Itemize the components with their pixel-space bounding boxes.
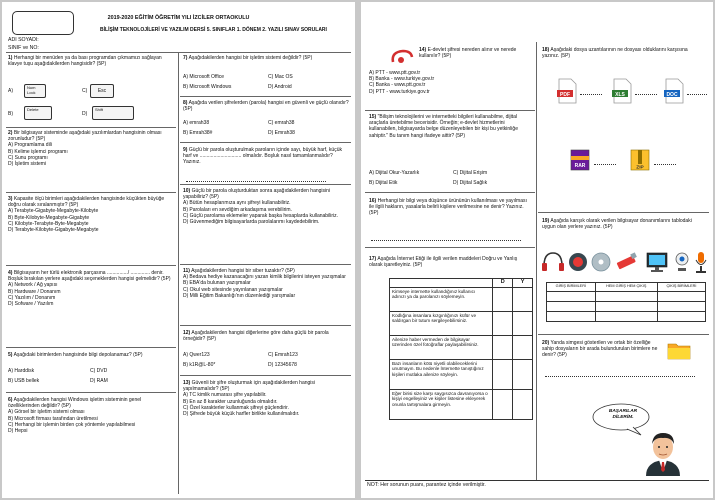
separator <box>6 192 176 193</box>
separator <box>180 184 351 185</box>
question-12: 12) Aşağıdakilerden hangisi diğerlerine göre daha güçlü bir parola örneğidir? (5P) <box>183 330 329 343</box>
input-output-header: HEM GİRİŞ HEM ÇIKIŞ <box>595 283 657 292</box>
q13-opt-a[interactable]: A) TC kimlik numarası şifre yapılabilir. <box>183 392 267 399</box>
doc-file-icon <box>663 78 685 104</box>
separator <box>365 192 535 193</box>
q12-opt-a[interactable]: A) Qwer123 <box>183 352 210 358</box>
answer-cell[interactable] <box>657 291 705 301</box>
q12-opt-d[interactable]: D) 12345678 <box>268 362 297 368</box>
speaker-icon <box>569 253 587 271</box>
q15-opt-d[interactable]: D) Dijital Sağlık <box>453 180 488 186</box>
webcam-icon <box>676 253 688 271</box>
q8-opt-b[interactable]: B) Emrah38# <box>183 130 213 136</box>
true-cell[interactable] <box>493 389 513 419</box>
question-4: 4) Bilgisayarın her türlü elektronik parçasına .............../ .............. denir. Boşluk bırakılan yerlere aşağıdaki seçeneklerden hangisi gelmelidir? (5P) A) Network / Ağ yapısı B) Hardware / Donanım C) Yazılım / Donanım D) Sofware / Yazılım <box>8 270 171 308</box>
question-3: 3) Kapasite ölçü birimleri aşağıdakilerden hangisinde küçükten büyüğe doğru olarak sıralanmıştır? (5P) A) Terabyte-Gigabyte-Megabyte-Kilobyte B) Byte-Kilobyte-Megabyte-Gigabyte C) Kilobyte-Terabyte-Byte-Megabyte D) Terabyte-Kilobyte-Gigabyte-Megabyte <box>8 196 172 233</box>
q1-opt-c[interactable]: C) <box>82 88 88 94</box>
true-cell[interactable] <box>493 359 513 389</box>
xls-file-icon <box>611 78 633 104</box>
question-10-text: Güçlü bir parola oluşturduktan sonra aşağıdakilerden hangisini yapabiliriz? (5P) <box>183 188 331 201</box>
doc-answer-field[interactable] <box>687 94 707 95</box>
q20-answer-field[interactable] <box>545 376 695 377</box>
statement-cell: Kodlığına insanlara kızgınlığınızı küfür ve saldırgan bir tutum sergileyebilirsiniz. <box>390 311 493 335</box>
separator <box>538 334 709 335</box>
question-16: 16) Herhangi bir bilgi veya düşünce ürününün kullanılması ve yayılması ile ilgili hakların, yasalarla belirli kişilere verilmesine ne denir? Yazınız. (5P) <box>369 198 527 217</box>
table-row <box>390 335 533 359</box>
shift-key-icon: Shift <box>92 106 134 120</box>
question-13-text: Güvenli bir şifre oluşturmak için aşağıdakilerden hangisi yapılmamalıdır? (5P) <box>183 380 316 393</box>
question-2: 2) Bir bilgisayar sisteminde aşağıdaki yazılımlardan hangisinin olması zorunludur? (5P) A) Programlama dili B) Kelime işlemci programı C) Sunu programı D) İşletim sistemi <box>8 130 172 167</box>
hardware-table <box>546 282 706 322</box>
rar-label: RAR <box>574 163 586 169</box>
question-18-text: Aşağıdaki dosya uzantılarının ne dosyası olduklarını karşısına yazınız. (5P) <box>542 47 688 60</box>
q4-opt-a[interactable]: A) Network / Ağ yapısı <box>8 282 58 289</box>
question-5-text: Aşağıdaki birimlerden hangisinde bilgi depolanamaz? (5P) <box>13 352 143 358</box>
table-row <box>547 311 706 321</box>
q1-opt-b[interactable]: B) <box>8 111 13 117</box>
pdf-file-icon <box>556 78 578 104</box>
q3-opt-c[interactable]: C) Kilobyte-Terabyte-Byte-Megabyte <box>8 220 89 227</box>
exam-page-1 <box>2 2 355 498</box>
q3-opt-a[interactable]: A) Terabyte-Gigabyte-Megabyte-Kilobyte <box>8 208 99 215</box>
q8-opt-c[interactable]: C) emrah38 <box>268 120 295 126</box>
q7-opt-a[interactable]: A) Microsoft Office <box>183 74 225 80</box>
question-5: 5) Aşağıdaki birimlerden hangisinde bilgi depolanamaz? (5P) <box>8 352 143 358</box>
microphone-icon <box>696 252 706 273</box>
question-8: 8) Aşağıda verilen şifrelerden (parola) hangisi en güvenli ve güçlü olanıdır? (5P) <box>183 100 349 113</box>
separator <box>365 247 535 248</box>
answer-cell[interactable] <box>657 301 705 311</box>
monitor-icon <box>647 253 667 272</box>
usb-flash-icon <box>617 252 637 269</box>
true-cell[interactable] <box>493 335 513 359</box>
q10-opt-b[interactable]: B) Parolaları en sevdiğim arkadaşıma verebilirim. <box>183 206 292 213</box>
pdf-label: PDF <box>560 91 570 98</box>
q6-opt-c[interactable]: C) Herhangi bir işlemin birden çok yöntemle yapılabilmesi <box>8 421 136 428</box>
separator <box>180 96 351 97</box>
q5-opt-b[interactable]: B) USB bellek <box>8 378 40 384</box>
folder-icon <box>667 340 691 360</box>
q14-opt-a[interactable]: A) PTT - www.ptt.gov.tr <box>369 70 421 76</box>
answer-cell[interactable] <box>595 311 657 321</box>
question-6-text: Aşağıdakilerden hangisi Windows işletim sisteminin genel özelliklerinden değildir? (5P) <box>8 397 142 410</box>
statement-cell: Eğer birisi size karşı saygısızca davranıyorsa o kişiyi engelleyiniz ve kişiler listesine ekleyerek onunla tartışmalara girmeyin. <box>390 389 493 419</box>
q2-opt-b[interactable]: B) Kelime işlemci programı <box>8 148 68 155</box>
question-9-text: Güçlü bir parola oluşturulmak paroların içinde sayı, büyük harf, küçük harf ve .............................. olmalıdır. Boşluk nasıl tamamlanmalıdır? Yazınız. <box>183 147 342 166</box>
answer-cell[interactable] <box>547 291 596 301</box>
separator <box>180 325 351 326</box>
separator <box>180 375 351 376</box>
teacher-avatar-icon <box>643 428 683 476</box>
footer-note: NOT: Her sorunun puanı, parantez içinde verilmiştir. <box>367 482 486 488</box>
question-13: 13) Güvenli bir şifre oluşturmak için aşağıdakilerden hangisi yapılmamalıdır? (5P) A) TC kimlik numarası şifre yapılabilir. B) En az 8 karakter uzunluğunda olmalıdır. C) Özel karakterler kullanmak şifreyi güçlendirir. D) Şifrede büyük küçük harfler birlikte kullanılmalıdır. <box>183 380 349 417</box>
output-units-header: ÇIKIŞ BİRİMLERİ <box>657 283 705 292</box>
true-header: D <box>493 279 513 288</box>
true-cell[interactable] <box>493 311 513 335</box>
true-false-table <box>389 278 533 420</box>
question-17: 17) Aşağıda İnternet Etiği ile ilgili verilen maddeleri Doğru ve Yanlış olarak işaretleyiniz. (5P) <box>369 256 518 269</box>
q12-opt-c[interactable]: C) Emrah123 <box>268 352 298 358</box>
q5-opt-a[interactable]: A) Harddisk <box>8 368 35 374</box>
answer-cell[interactable] <box>657 311 705 321</box>
q1-opt-a[interactable]: A) <box>8 88 13 94</box>
q10-opt-a[interactable]: A) Bütün hesaplarımıza aynı şifreyi kullanabiliriz. <box>183 200 291 207</box>
answer-cell[interactable] <box>547 301 596 311</box>
question-20-text: Yanda simgesi gösterilen ve ortak bir özelliğe sahip dosyaların bir arada bulundurulan birimlere ne denir? (5P) <box>542 340 658 359</box>
q7-opt-b[interactable]: B) Microsoft Windows <box>183 84 232 90</box>
q14-opt-d[interactable]: D) PTT - www.turkiye.gov.tr <box>369 88 430 95</box>
q13-opt-c[interactable]: C) Özel karakterler kullanmak şifreyi güçlendirir. <box>183 404 289 411</box>
question-7: 7) Aşağıdakilerden hangisi bir işletim sistemi değildir? (5P) <box>183 55 313 61</box>
zip-answer-field[interactable] <box>654 164 676 165</box>
answer-cell[interactable] <box>595 301 657 311</box>
headphones-icon <box>542 253 564 271</box>
table-row <box>390 287 533 311</box>
q14-opt-c[interactable]: C) Banka - www.ptt.gov.tr <box>369 82 426 89</box>
q11-opt-b[interactable]: B) EBA'da bulunan yazışmalar <box>183 280 251 287</box>
pdf-answer-field[interactable] <box>580 94 602 95</box>
q13-opt-b[interactable]: B) En az 8 karakter uzunluğunda olmalıdır. <box>183 398 278 405</box>
input-units-header: GİRİŞ BİRİMLERİ <box>547 283 596 292</box>
q11-opt-d[interactable]: D) Milli Eğitim Bakanlığı'nın düzenlediği yarışmalar <box>183 292 296 299</box>
doc-label: DOC <box>666 91 678 98</box>
question-6: 6) Aşağıdakilerden hangisi Windows işletim sisteminin genel özelliklerinden değildir? (5P) A) Görsel bir işletim sistemi olması B) Microsoft firması tarafından üretilmesi C) Herhangi bir işlemin birden çok yöntemle yapılabilmesi D) Hepsi <box>8 397 172 434</box>
question-11: 11) Aşağıdakilerden hangisi bir siber tuzaktır? (5P) A) Bedava hediye kazanacağını yazan kimlik bilgilerini isteyen yazışmalar B) EBA'da bulunan yazışmalar C) Okul web sitesinde yayınlanan yazışmalar D) Milli Eğitim Bakanlığı'nın düzenlediği yarışmalar <box>183 268 349 299</box>
table-row <box>390 359 533 389</box>
question-12-text: Aşağıdakilerden hangisi diğerlerine göre daha güçlü bir parola örneğidir? (5P) <box>183 330 329 343</box>
q3-opt-b[interactable]: B) Byte-Kilobyte-Megabyte-Gigabyte <box>8 214 90 221</box>
column-line <box>178 52 179 494</box>
zip-label: ZIP <box>636 165 644 171</box>
statement-cell: Ailenize haber vermeden de bilgisayar üzerinden özel fotoğraflar paylaşabilirsiniz. <box>390 335 493 359</box>
table-row <box>390 389 533 419</box>
q7-opt-c[interactable]: C) Mac OS <box>268 74 293 80</box>
question-18: 18) Aşağıdaki dosya uzantılarının ne dosyası olduklarını karşısına yazınız. (5P) <box>542 47 688 60</box>
separator <box>6 392 176 393</box>
statement-cell: Kimseye internette kullandığınız kullanıcı adınızı ya da parolanızı söylemeyin. <box>390 287 493 311</box>
cd-disc-icon <box>592 253 610 271</box>
question-15-text: "Bilişim teknolojilerini ve internetteki bilgileri kullanabilme, dijital araçlarla üretebilme becerisidir. Örneğin; e-devlet hizmetlerini kullanabilen, bilgisayarda belge düzenleyebilen bir kişi bu yetkinliğe sahiptir." Bu tanım hangi ifadeye aittir? (5P) <box>369 114 518 139</box>
separator <box>365 480 709 481</box>
statement-header <box>390 279 493 288</box>
question-20: 20) Yanda simgesi gösterilen ve ortak bir özelliğe sahip dosyaların bir arada bulundurulan birimlere ne denir? (5P) <box>542 340 658 359</box>
q5-opt-d[interactable]: D) RAM <box>90 378 108 384</box>
false-cell[interactable] <box>513 335 533 359</box>
answer-cell[interactable] <box>547 311 596 321</box>
question-19: 19) Aşağıda karışık olarak verilen bilgisayar donanımlarını tablodaki uygun olan yerlere yazınız. (5P) <box>542 218 692 231</box>
q6-opt-b[interactable]: B) Microsoft firması tarafından üretilmesi <box>8 415 98 422</box>
question-4-text: Bilgisayarın her türlü elektronik parçasına .............../ .............. denir. Boşluk bırakılan yerlere aşağıdaki seçeneklerden hangisi gelmelidir? (5P) <box>8 270 171 283</box>
question-15: 15) "Bilişim teknolojilerini ve internetteki bilgileri kullanabilme, dijital araçlarla üretebilme becerisidir. Örneğin; e-devlet hizmetlerini kullanabilen, bilgisayarda belge düzenleyebilen bir kişi bu yetkinliğe sahiptir." Bu tanım hangi ifadeye aittir? (5P) <box>369 114 518 139</box>
table-row <box>547 301 706 311</box>
separator <box>180 264 351 265</box>
question-16-text: Herhangi bir bilgi veya düşünce ürününün kullanılması ve yayılması ile ilgili hakların, yasalarla belirli kişilere verilmesine ne denir? Yazınız. (5P) <box>369 198 527 217</box>
q2-opt-d[interactable]: D) İşletim sistemi <box>8 161 47 168</box>
separator <box>365 110 535 111</box>
false-cell[interactable] <box>513 389 533 419</box>
q8-opt-d[interactable]: D) Emrah38 <box>268 130 295 136</box>
q15-opt-c[interactable]: C) Dijital Erişim <box>453 170 488 176</box>
question-11-text: Aşağıdakilerden hangisi bir siber tuzaktır? (5P) <box>191 268 295 274</box>
question-10: 10) Güçlü bir parola oluşturduktan sonra aşağıdakilerden hangisini yapabiliriz? (5P) A) Bütün hesaplarımıza aynı şifreyi kullanabiliriz. B) Parolaları en sevdiğim arkadaşıma verebilirim. C) Güçlü parolama eklemeler yaparak başka hesaplarda kullanabiliriz. D) Güvenmediğim bilgisayarlarda parolalarımı kaydedebilirim. <box>183 188 349 225</box>
q14-options <box>369 70 529 95</box>
q15-opt-b[interactable]: B) Dijital Etik <box>369 180 398 186</box>
q7-opt-d[interactable]: D) Android <box>268 84 292 90</box>
zip-file-icon <box>629 148 651 172</box>
q10-opt-d[interactable]: D) Güvenmediğim bilgisayarlarda parolalarımı kaydedebilirim. <box>183 219 320 226</box>
school-title: 2019-2020 EĞİTİM ÖĞRETİM YILI İZCİLER ORTAOKULU <box>107 15 250 21</box>
false-header: Y <box>513 279 533 288</box>
q11-opt-a[interactable]: A) Bedava hediye kazanacağını yazan kimlik bilgilerini isteyen yazışmalar <box>183 274 346 281</box>
q3-opt-d[interactable]: D) Terabyte-Kilobyte-Gigabyte-Megabyte <box>8 227 99 234</box>
separator <box>6 127 176 128</box>
separator <box>180 142 351 143</box>
q5-opt-c[interactable]: C) DVD <box>90 368 108 374</box>
q14-opt-b[interactable]: B) Banka - www.turkiye.gov.tr <box>369 76 435 83</box>
question-1: 1) Herhangi bir menüden ya da bası programdan çıkmamızı sağlayan klavye tuşu aşağıdakilerden hangisidir? (5P) <box>8 55 162 68</box>
question-1-text: Herhangi bir menüden ya da bası programdan çıkmamızı sağlayan klavye tuşu aşağıdakilerden hangisidir? (5P) <box>8 55 162 68</box>
class-label: SINIF ve NO: <box>8 45 39 51</box>
e-devlet-logo-icon <box>389 48 415 68</box>
q4-opt-d[interactable]: D) Sofware / Yazılım <box>8 301 54 308</box>
column-line <box>536 42 537 480</box>
question-2-text: Bir bilgisayar sisteminde aşağıdaki yazılımlardan hangisinin olması zorunludur? (5P) <box>8 130 162 143</box>
false-cell[interactable] <box>513 287 533 311</box>
separator <box>538 212 709 213</box>
table-row <box>390 311 533 335</box>
wish-text: BAŞARILAR DİLERİM. <box>608 409 638 421</box>
question-9: 9) Güçlü bir parola oluşturulmak paroların içinde sayı, büyük harf, küçük harf ve .............................. olmalıdır. Boşluk nasıl tamamlanmalıdır? Yazınız. <box>183 147 342 166</box>
question-7-text: Aşağıdakilerden hangisi bir işletim sistemi değildir? (5P) <box>188 55 313 61</box>
xls-label: XLS <box>615 91 625 98</box>
question-14: 14) E-devlet şifresi nereden alınır ve nerede kullanılır? (5P) <box>419 47 517 60</box>
question-19-text: Aşağıda karışık olarak verilen bilgisayar donanımlarını tablodaki uygun olan yerlere yazınız. (5P) <box>542 218 692 231</box>
q15-opt-a[interactable]: A) Dijital Okur-Yazarlık <box>369 170 420 176</box>
q2-opt-c[interactable]: C) Sunu programı <box>8 154 48 161</box>
q13-opt-d[interactable]: D) Şifrede büyük küçük harfler birlikte kullanılmalıdır. <box>183 411 300 418</box>
table-row <box>547 291 706 301</box>
rar-file-icon <box>569 148 591 172</box>
q16-answer-field[interactable] <box>371 235 521 241</box>
false-cell[interactable] <box>513 311 533 335</box>
separator <box>6 265 176 266</box>
delete-key-icon: Delete <box>24 106 52 120</box>
name-label: ADI SOYADI: <box>8 37 39 43</box>
q6-opt-a[interactable]: A) Görsel bir işletim sistemi olması <box>8 409 85 416</box>
question-8-text: Aşağıda verilen şifrelerden (parola) hangisi en güvenli ve güçlü olanıdır? (5P) <box>183 100 349 113</box>
q8-opt-a[interactable]: A) emrah38 <box>183 120 210 126</box>
q6-opt-d[interactable]: D) Hepsi <box>8 428 28 435</box>
rar-answer-field[interactable] <box>594 164 616 165</box>
q1-opt-d[interactable]: D) <box>82 111 88 117</box>
num-lock-key-icon: Num Lock <box>24 84 46 98</box>
q2-opt-a[interactable]: A) Programlama dili <box>8 142 52 149</box>
exam-title: BİLİŞİM TEKNOLOJİLERİ VE YAZILIM DERSİ 5. SINIFLAR 1. DÖNEM 2. YAZILI SINAV SORULARI <box>100 27 327 33</box>
q12-opt-b[interactable]: B) k1R@L-80* <box>183 362 216 368</box>
q9-answer-field[interactable] <box>186 176 326 182</box>
false-cell[interactable] <box>513 359 533 389</box>
esc-key-icon: Esc <box>90 84 114 98</box>
question-14-text: E-devlet şifresi nereden alınır ve nerede kullanılır? (5P) <box>419 47 517 60</box>
question-3-text: Kapasite ölçü birimleri aşağıdakilerden hangisinde küçükten büyüğe doğru olarak sıralanmıştır? (5P) <box>8 196 165 209</box>
hardware-icons <box>541 250 709 274</box>
exam-page-2 <box>361 2 713 498</box>
statement-cell: Bazı insanların kötü niyetli olabileceklerini unutmayın. Bu nedenle İnternette tanıştığınız kişileri mutlaka ailenize söyleyin. <box>390 359 493 389</box>
answer-cell[interactable] <box>595 291 657 301</box>
q4-opt-c[interactable]: C) Yazılım / Donanım <box>8 294 56 301</box>
separator <box>6 347 176 348</box>
true-cell[interactable] <box>493 287 513 311</box>
q10-opt-c[interactable]: C) Güçlü parolama eklemeler yaparak başka hesaplarda kullanabiliriz. <box>183 212 339 219</box>
q4-opt-b[interactable]: B) Hardware / Donanım <box>8 288 61 295</box>
question-17-text: Aşağıda İnternet Etiği ile ilgili verilen maddeleri Doğru ve Yanlış olarak işaretleyiniz. (5P) <box>369 256 518 269</box>
xls-answer-field[interactable] <box>635 94 657 95</box>
q11-opt-c[interactable]: C) Okul web sitesinde yayınlanan yazışmalar <box>183 286 283 293</box>
